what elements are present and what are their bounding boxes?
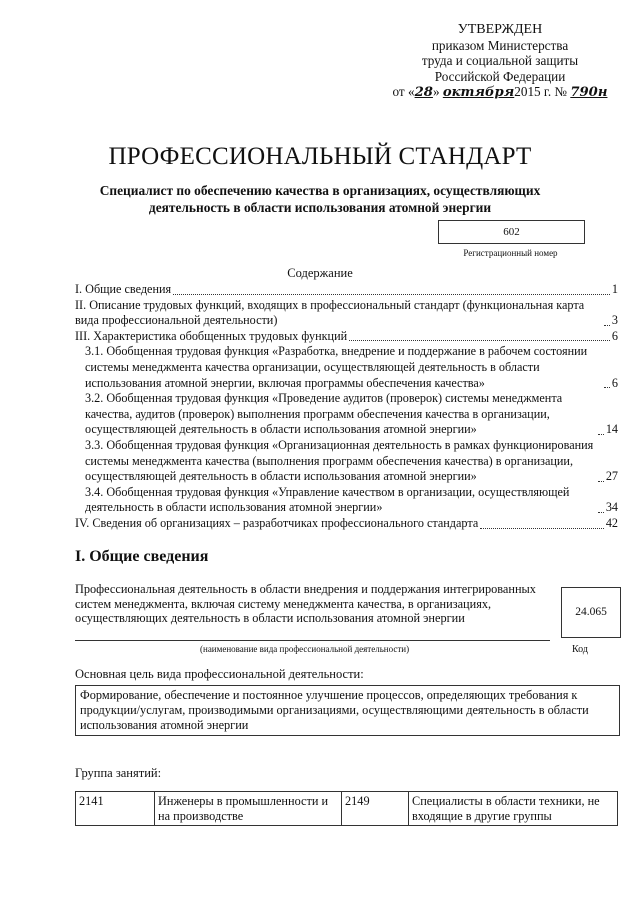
table-of-contents bbox=[75, 282, 618, 532]
goal-text-box: Формирование, обеспечение и постоянное улучшение процессов, определяющих требования к продукции/услугам, производимыми организациями, осуществляющими деятельность в области использования атомной энергии bbox=[75, 685, 620, 736]
group-name-cell: Специалисты в области техники, не входящие в другие группы bbox=[409, 792, 618, 826]
toc-leader bbox=[349, 340, 610, 341]
registration-number-label: Регистрационный номер bbox=[463, 248, 558, 258]
group-code-cell: 2149 bbox=[342, 792, 409, 826]
document-title: ПРОФЕССИОНАЛЬНЫЙ СТАНДАРТ bbox=[108, 143, 532, 170]
date-month-handwritten: октября bbox=[442, 85, 515, 101]
occupation-group-table bbox=[75, 791, 618, 826]
toc-item[interactable] bbox=[75, 438, 618, 485]
profession-code-box: 24.065 bbox=[561, 587, 621, 638]
goal-label: Основная цель вида профессиональной деятельности: bbox=[75, 667, 364, 681]
toc-item[interactable] bbox=[75, 329, 618, 345]
toc-leader bbox=[598, 481, 604, 482]
toc-leader bbox=[604, 325, 610, 326]
toc-leader bbox=[598, 512, 604, 513]
toc-item[interactable] bbox=[75, 391, 618, 438]
approval-title: УТВЕРЖДЕН bbox=[457, 22, 543, 37]
toc-item-text: II. Описание трудовых функций, входящих в профессиональный стандарт (функциональная карта вида профессиональной деятельности) bbox=[75, 297, 585, 328]
toc-item-page: 34 bbox=[605, 500, 618, 515]
toc-item-page: 42 bbox=[605, 515, 618, 530]
code-caption: Код bbox=[572, 644, 588, 655]
toc-item-text: 3.4. Обобщенная трудовая функция «Управление качеством в организации, осуществляющей деятельность в области использования атомной энергии» bbox=[85, 484, 570, 515]
approval-date-line bbox=[380, 84, 620, 101]
section-heading: I. Общие сведения bbox=[75, 548, 209, 565]
toc-item-text: III. Характеристика обобщенных трудовых функций bbox=[75, 328, 348, 343]
toc-leader bbox=[598, 434, 604, 435]
profession-name: Профессиональная деятельность в области внедрения и поддержания интегрированных систем менеджмента, включая систему менеджмента качества, в организациях, осуществляющих деятельность в области использования атомной энергии bbox=[75, 582, 536, 626]
profession-name-caption: (наименование вида профессиональной деятельности) bbox=[200, 644, 410, 654]
toc-item-text: IV. Сведения об организациях – разработчиках профессионального стандарта bbox=[75, 515, 479, 530]
toc-item-page: 27 bbox=[605, 469, 618, 484]
order-number-handwritten: 790н bbox=[570, 85, 608, 101]
toc-leader bbox=[480, 528, 604, 529]
occupation-group-label: Группа занятий: bbox=[75, 766, 162, 780]
toc-item-text: 3.1. Обобщенная трудовая функция «Разработка, внедрение и поддержание в рабочем состоянии системы менеджмента качества организации, осуществляющей деятельность в области использования атомной энергии, включая программы обеспечения качества» bbox=[85, 344, 588, 390]
table-row bbox=[76, 792, 618, 826]
toc-item-page: 1 bbox=[611, 282, 618, 296]
toc-item[interactable] bbox=[75, 282, 618, 298]
group-name-cell: Инженеры в промышленности и на производстве bbox=[155, 792, 342, 826]
toc-item-page: 6 bbox=[611, 375, 618, 390]
date-prefix: от « bbox=[392, 84, 415, 100]
document-subtitle: Специалист по обеспечению качества в организациях, осуществляющих деятельность в области использования атомной энергии bbox=[99, 183, 541, 215]
approval-line: Российской Федерации bbox=[434, 68, 566, 84]
toc-item[interactable] bbox=[75, 344, 618, 391]
toc-item[interactable] bbox=[75, 485, 618, 516]
toc-item-page: 14 bbox=[605, 422, 618, 437]
toc-item-page: 3 bbox=[611, 313, 618, 328]
group-code-cell: 2141 bbox=[76, 792, 155, 826]
toc-item[interactable] bbox=[75, 516, 618, 532]
toc-leader bbox=[173, 294, 610, 295]
date-year: 2015 г. № bbox=[514, 84, 568, 100]
approval-stamp bbox=[380, 22, 620, 101]
registration-number-box: 602 bbox=[438, 220, 585, 244]
toc-heading: Содержание bbox=[287, 266, 353, 280]
toc-item-text: 3.3. Обобщенная трудовая функция «Организационная деятельность в рамках функционирования системы менеджмента качества (выполнения программ обеспечения качества) в организации, осуществляющей деятельность в области использования атомной энергии» bbox=[85, 437, 594, 484]
toc-item-page: 6 bbox=[611, 328, 618, 343]
date-sep: » bbox=[432, 84, 440, 100]
profession-underline bbox=[75, 640, 550, 641]
toc-item-text: I. Общие сведения bbox=[75, 282, 172, 296]
toc-item[interactable] bbox=[75, 298, 618, 329]
toc-item-text: 3.2. Обобщенная трудовая функция «Проведение аудитов (проверок) системы менеджмента качества, аудитов (проверок) выполнения программ обеспечения качества в организации, осуществляющей деятельность в области использования атомной энергии» bbox=[85, 391, 563, 437]
approval-line: труда и социальной защиты bbox=[421, 53, 579, 69]
approval-line: приказом Министерства bbox=[431, 37, 569, 53]
toc-leader bbox=[604, 387, 610, 388]
date-day-handwritten: 28 bbox=[414, 85, 433, 101]
